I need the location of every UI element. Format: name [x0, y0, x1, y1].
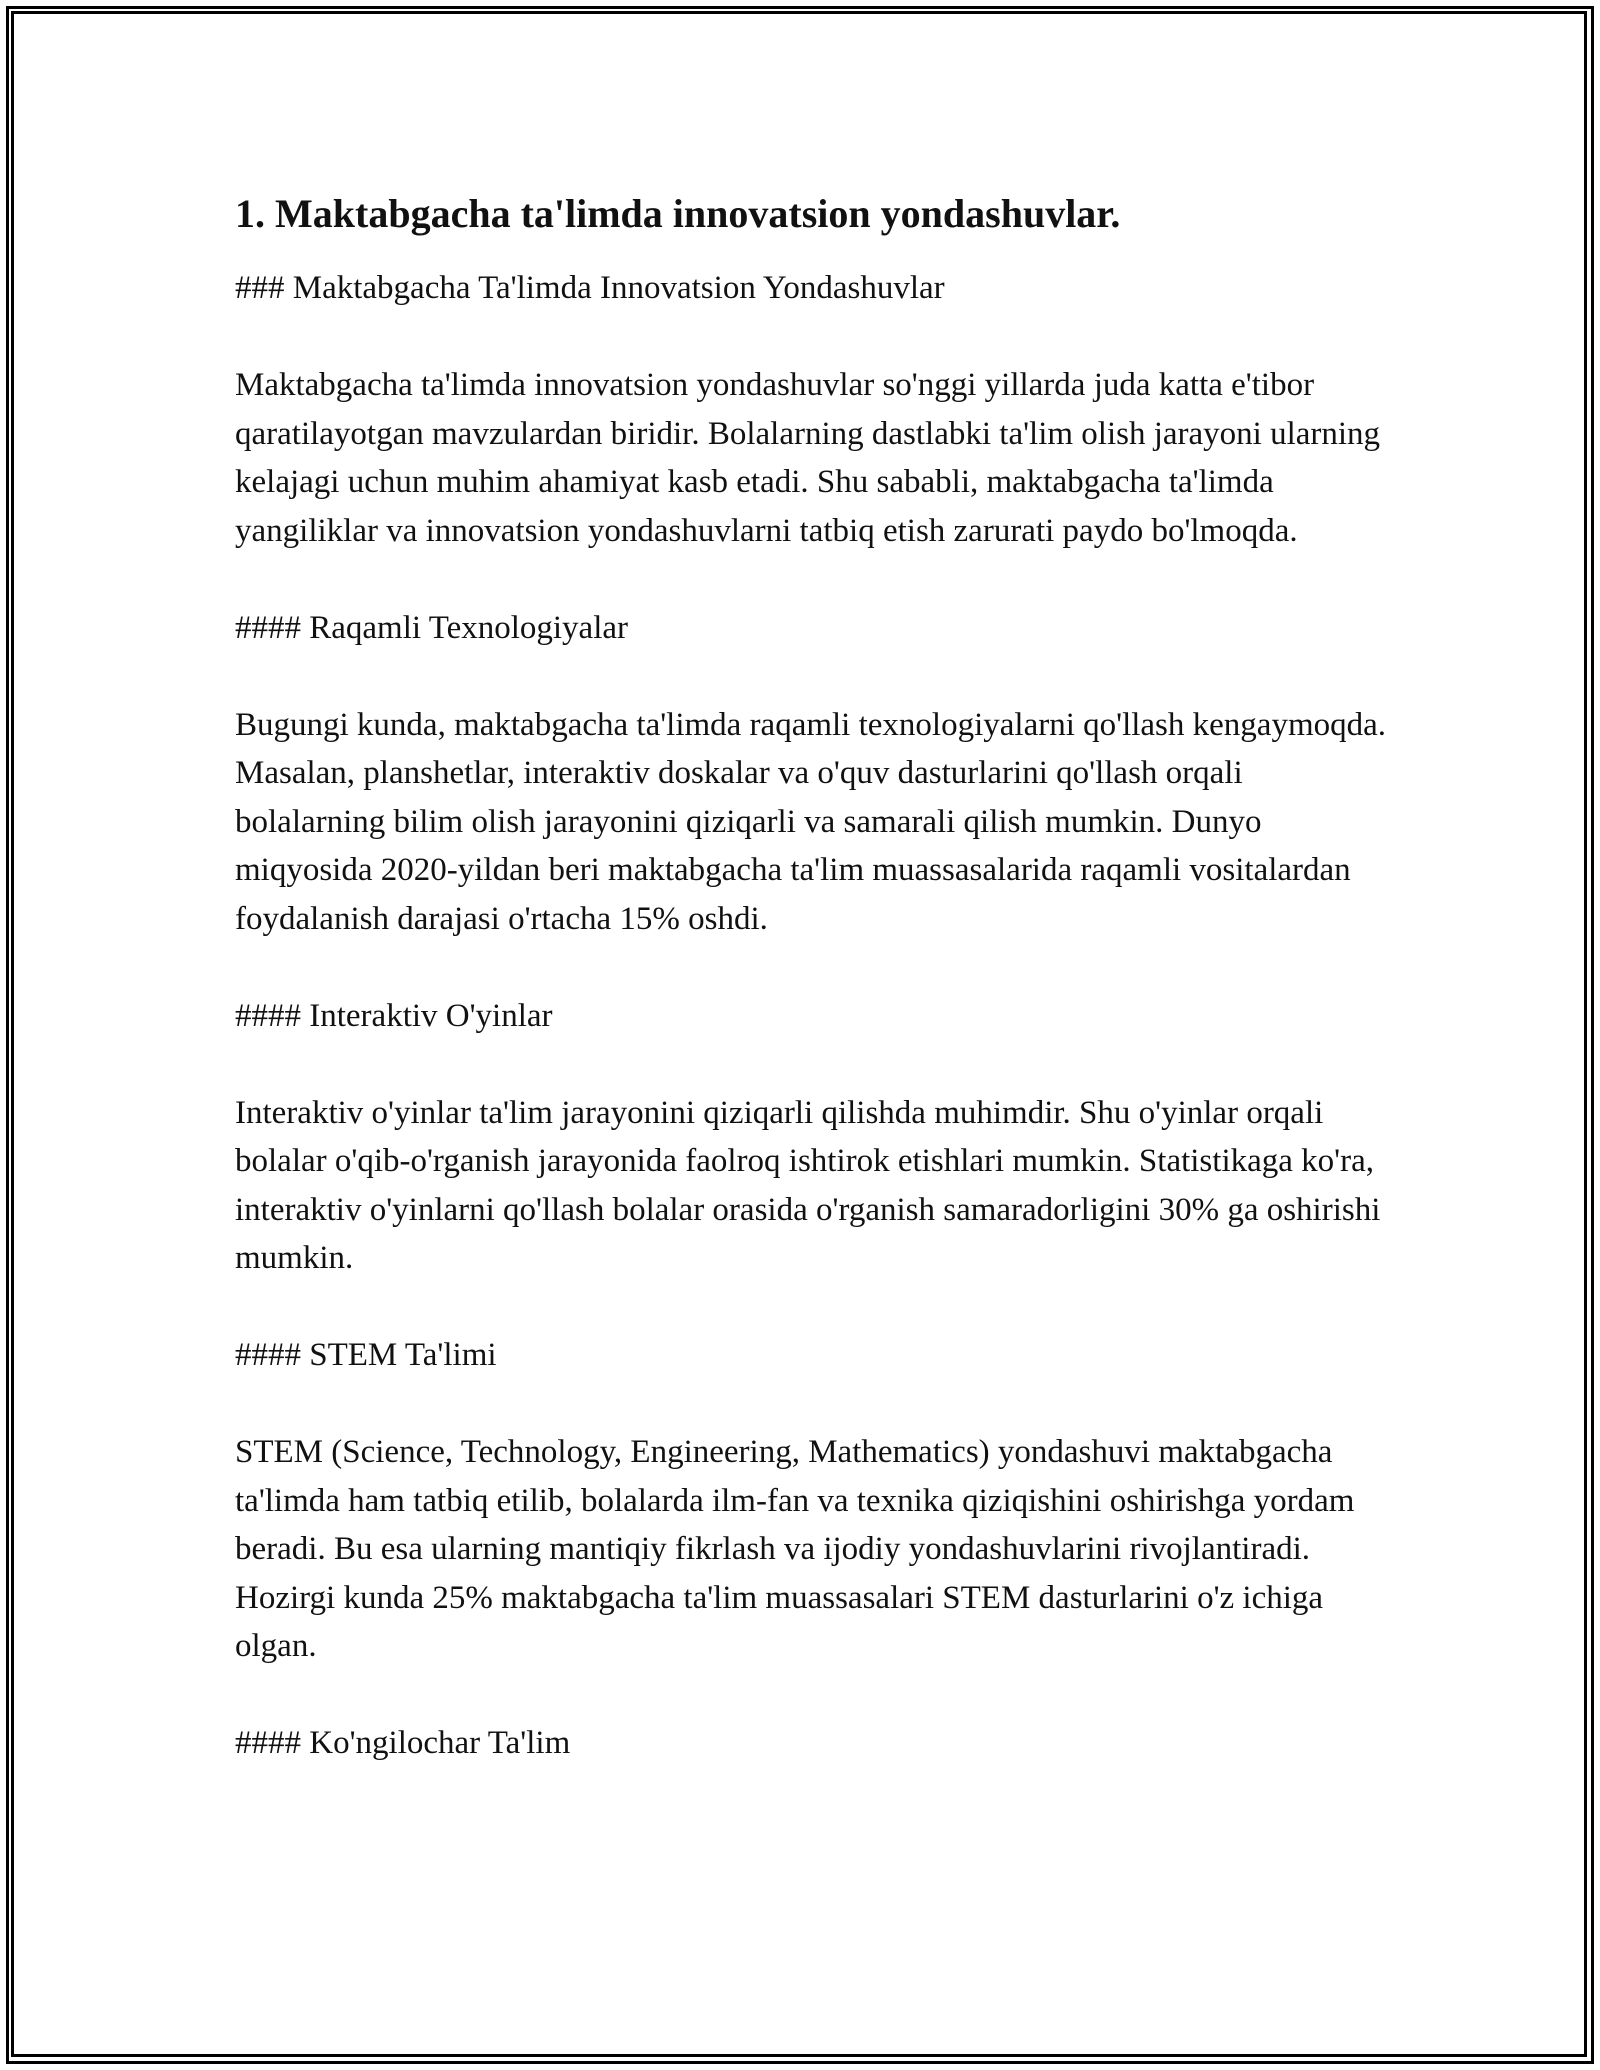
- section-heading-stem-education: #### STEM Ta'limi: [235, 1337, 497, 1373]
- interactive-games-paragraph: Interaktiv o'yinlar ta'lim jarayonini qiziqarli qilishda muhimdir. Shu o'yinlar orqali bolalar o'qib-o'rganish jarayonida faolroq ishtirok etishlari mumkin. Statistikaga ko'ra, interaktiv o'yinlarni qo'llash bolalar orasida o'rganish samaradorligini 30% ga oshirishi mumkin.: [235, 1094, 1381, 1276]
- document-title: 1. Maktabgacha ta'limda innovatsion yondashuvlar.: [235, 191, 1121, 236]
- section-heading-interactive-games: #### Interaktiv O'yinlar: [235, 997, 553, 1034]
- document-body: [235, 186, 1395, 1816]
- section-heading-entertaining-education: #### Ko'ngilochar Ta'lim: [235, 1725, 571, 1761]
- stem-education-paragraph: STEM (Science, Technology, Engineering, Mathematics) yondashuvi maktabgacha ta'limda ham tatbiq etilib, bolalarda ilm-fan va texnika qiziqishini oshirishga yordam beradi. Bu esa ularning mantiqiy fikrlash va ijodiy yondashuvlarini rivojlantiradi. Hozirgi kunda 25% maktabgacha ta'lim muassasalari STEM dasturlarini o'z ichiga olgan.: [235, 1434, 1355, 1664]
- section-heading-main: ### Maktabgacha Ta'limda Innovatsion Yondashuvlar: [235, 270, 945, 306]
- section-heading-digital-technologies: #### Raqamli Texnologiyalar: [235, 609, 629, 646]
- digital-technologies-paragraph: Bugungi kunda, maktabgacha ta'limda raqamli texnologiyalarni qo'llash kengaymoqda. Masalan, planshetlar, interaktiv doskalar va o'quv dasturlarini qo'llash orqali bolalarning bilim olish jarayonini qiziqarli va samarali qilish mumkin. Dunyo miqyosida 2020-yildan beri maktabgacha ta'lim muassasalarida raqamli vositalardan foydalanish darajasi o'rtacha 15% oshdi.: [235, 706, 1387, 937]
- intro-paragraph: Maktabgacha ta'limda innovatsion yondashuvlar so'nggi yillarda juda katta e'tibor qaratilayotgan mavzulardan biridir. Bolalarning dastlabki ta'lim olish jarayoni ularning kelajagi uchun muhim ahamiyat kasb etadi. Shu sababli, maktabgacha ta'limda yangiliklar va innovatsion yondashuvlarni tatbiq etish zarurati paydo bo'lmoqda.: [235, 367, 1381, 549]
